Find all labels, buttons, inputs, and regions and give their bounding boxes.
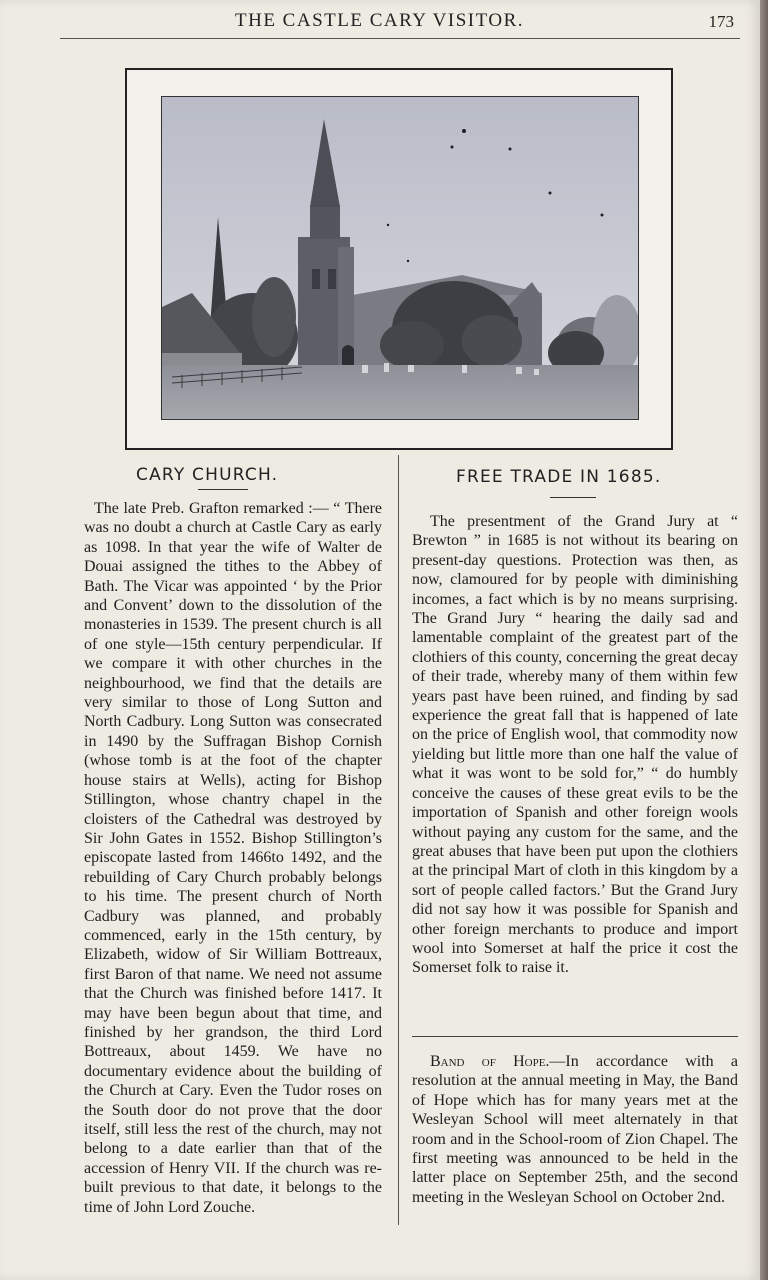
article-heading-free-trade: FREE TRADE IN 1685.: [456, 467, 662, 487]
free-trade-body: The presentment of the Grand Jury at “ Brewton ” in 1685 is not without its bearing on present-day questions. Protection was then, as now, clamoured for by people with diminishing incomes, a fact which is by no means surprising. The Grand Jury “ hearing the daily sad and lamentable complaint of the greatest part of the clothiers of this county, concerning the great decay of their trade, whereby many of them within few years past have been ruined, and finding by sad experience the great fall that is happened of late on the price of English wool, that commodity now yielding but little more than one half the value of what it was wont to be sold for,” “ do humbly conceive the causes of these great evils to be the importation of Spanish and other foreign wools without paying any custom for the same, and the great abuses that have been put upon the clothiers at the principal Mart of cloth in this kingdom by a sort of people called factors.’ But the Grand Jury did not say how it was possible for Spanish and other foreign merchants to produce and import wool into Somerset at half the price it cost the Somerset folk to raise it.: [412, 513, 738, 977]
notice-title: Band of Hope.: [430, 1053, 550, 1070]
publication-title: THE CASTLE CARY VISITOR.: [235, 10, 525, 31]
cary-church-body: The late Preb. Grafton remarked :— “ There was no doubt a church at Castle Cary as early as 1098. In that year the wife of Walter de Douai assigned the tithes to the Abbey of Bath. The Vicar was appointed ‘ by the Prior and Convent’ down to the dissolution of the monasteries in 1539. The present church is all of one style—15th century perpendicular. If we compare it with other churches in the neighbourhood, we find that the details are very similar to those of Long Sutton and North Cadbury. Long Sutton was consecrated in 1490 by the Suffragan Bishop Cornish (whose tomb is at the foot of the chapter house stairs at Wells), acting for Bishop Stillington, whose chantry chapel in the cloisters of the Cathedral was destroyed by Sir John Gates in 1552. Bishop Stillington’s episcopate lasted from 1466to 1492, and the rebuilding of Cary Church probably belongs to his time. The present church of North Cadbury was planned, and probably commenced, early in the 15th century, by Elizabeth, widow of Sir William Bottreaux, first Baron of that name. We need not assume that the Church was finished before 1417. It may have been begun about that time, and finished by her grandson, the third Lord Bottreaux, about 1459. We have no documentary evidence about the building of the Church at Cary. Even the Tudor roses on the South door do not prove that the door itself, still less the rest of the church, may not belong to a date earlier than that of the accession of Henry VII. If the church was re-built previous to that date, it belongs to the time of John Lord Zouche.: [84, 500, 382, 1216]
section-separator: [412, 1036, 738, 1037]
column-divider: [398, 455, 399, 1225]
page-number: 173: [708, 12, 734, 31]
photo-plate: [125, 68, 673, 450]
notice-body: —In accordance with a resolution at the annual meeting in May, the Band of Hope which has for many years met at the Wesleyan School will meet alternately in that room and in the School-room of Zion Chapel. The first meeting was announced to be held in the latter place on September 25th, and the second meeting in the Wesleyan School on October 2nd.: [412, 1053, 739, 1206]
article-heading-cary-church: CARY CHURCH.: [136, 465, 279, 485]
church-photo-drawing: [162, 97, 638, 419]
heading-rule: [550, 497, 596, 498]
heading-rule: [198, 489, 248, 490]
running-head: [60, 8, 740, 39]
band-of-hope-notice: [412, 1052, 738, 1207]
page-edge: [760, 0, 768, 1280]
church-photograph-icon: [161, 96, 639, 420]
